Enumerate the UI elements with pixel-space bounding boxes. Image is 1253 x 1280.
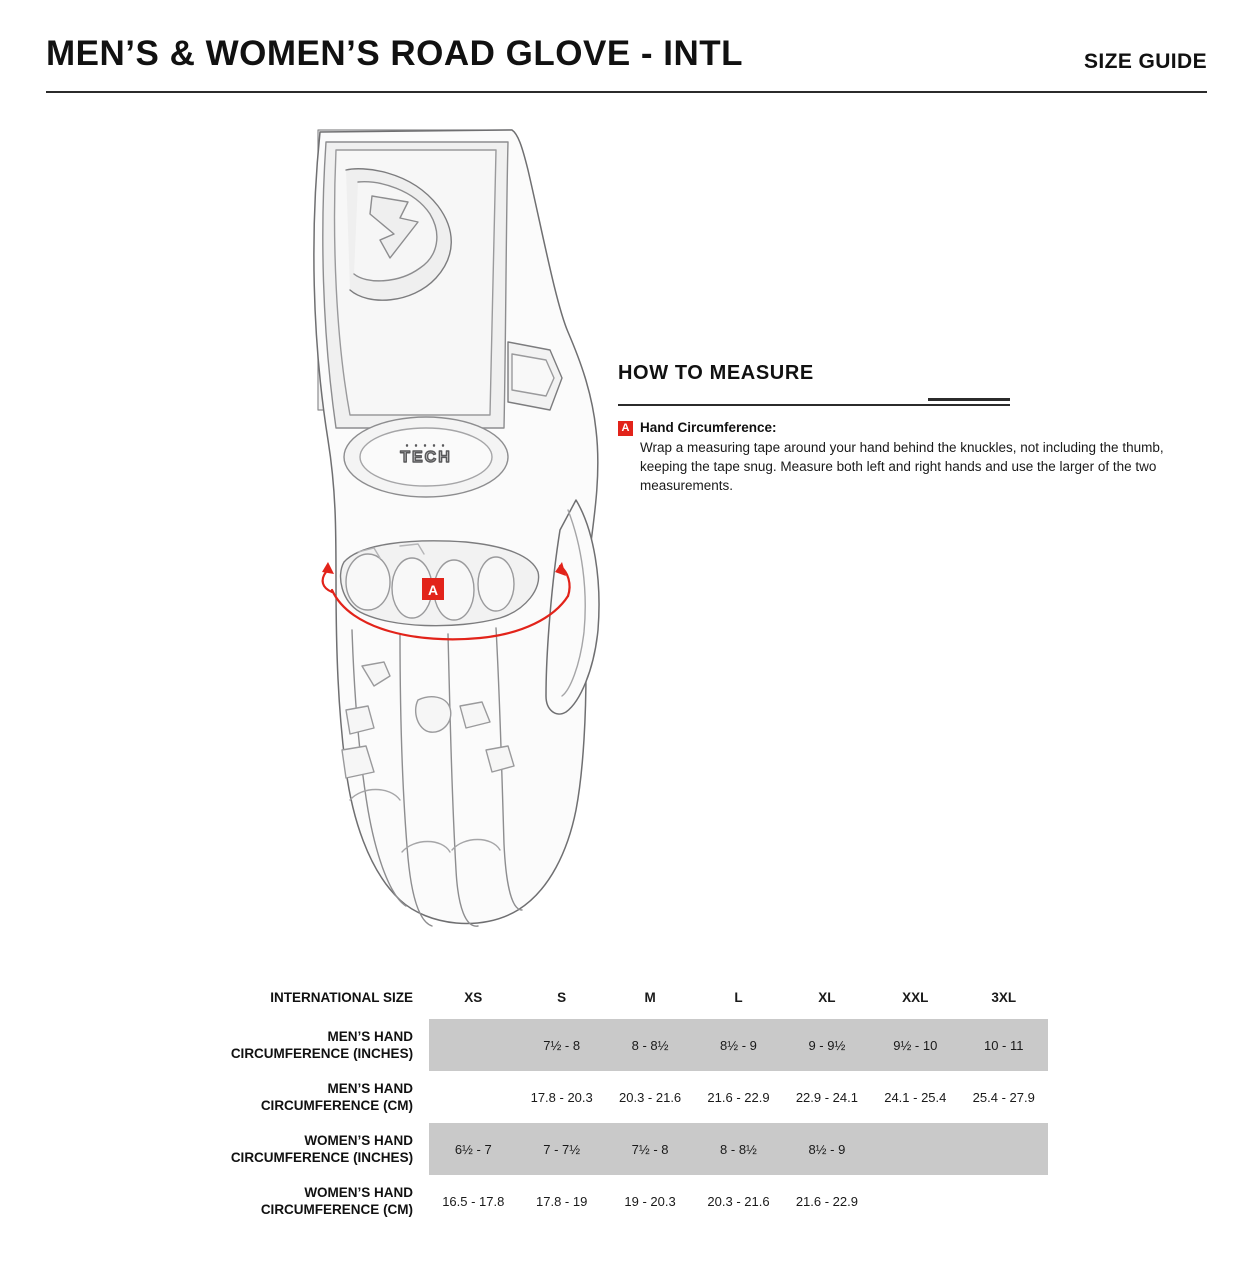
table-cell: 10 - 11 (960, 1019, 1049, 1071)
page-title: MEN’S & WOMEN’S ROAD GLOVE - INTL (46, 34, 744, 73)
table-cell: 7½ - 8 (606, 1123, 694, 1175)
table-header-size-4: L (734, 989, 743, 1005)
table-cell: 21.6 - 22.9 (795, 1193, 858, 1209)
table-row (203, 1123, 1048, 1175)
table-cell: 21.6 - 22.9 (707, 1089, 770, 1105)
how-to-measure-body (618, 420, 1198, 495)
measure-item-description: Wrap a measuring tape around your hand behind the knuckles, not including the thumb, keeping the tape snug. Measure both left and right hands and use the larger of the two measurements. (640, 440, 1164, 493)
table-cell: 8½ - 9 (694, 1019, 782, 1071)
table-header-size-3: M (644, 989, 656, 1005)
size-guide-label: SIZE GUIDE (1083, 50, 1207, 73)
table-header-size-7: 3XL (991, 989, 1017, 1005)
how-to-measure-accent-rule (928, 398, 1010, 401)
table-cell: 24.1 - 25.4 (884, 1089, 947, 1105)
table-cell: 20.3 - 21.6 (619, 1089, 682, 1105)
measure-item-label: Hand Circumference: (640, 420, 777, 435)
measure-item-hand-circumference (618, 420, 1198, 436)
table-row-label: WOMEN’S HAND CIRCUMFERENCE (INCHES) (230, 1133, 414, 1165)
table-cell: 16.5 - 17.8 (442, 1193, 505, 1209)
table-cell: 25.4 - 27.9 (972, 1089, 1035, 1105)
table-cell: 20.3 - 21.6 (707, 1193, 770, 1209)
how-to-measure-title: HOW TO MEASURE (618, 362, 814, 384)
table-header-size-6: XXL (902, 989, 929, 1005)
table-cell: 17.8 - 19 (536, 1193, 588, 1209)
table-header-size-1: XS (464, 989, 483, 1005)
table-row (203, 1019, 1048, 1071)
table-header-row (203, 975, 1048, 1019)
badge-a-icon: A (618, 421, 633, 436)
table-row (203, 1175, 1048, 1227)
table-header-size-5: XL (818, 989, 836, 1005)
header-divider (46, 91, 1207, 93)
table-header-size-2: S (557, 989, 567, 1005)
table-cell: 8 - 8½ (606, 1019, 694, 1071)
table-cell (871, 1123, 959, 1175)
table-header-label: INTERNATIONAL SIZE (270, 989, 414, 1005)
callout-badge-a: A (427, 582, 439, 598)
svg-text:TECH: TECH (400, 449, 452, 466)
table-cell: 17.8 - 20.3 (530, 1089, 593, 1105)
table-cell: 6½ - 7 (429, 1123, 517, 1175)
size-table (203, 975, 1048, 1227)
table-row-label: MEN’S HAND CIRCUMFERENCE (CM) (260, 1081, 414, 1113)
table-cell: 22.9 - 24.1 (795, 1089, 858, 1105)
table-cell: 19 - 20.3 (624, 1193, 676, 1209)
table-cell: 9½ - 10 (871, 1019, 959, 1071)
table-row-label: WOMEN’S HAND CIRCUMFERENCE (CM) (260, 1185, 414, 1217)
table-cell: 8 - 8½ (694, 1123, 782, 1175)
table-cell: 7 - 7½ (517, 1123, 605, 1175)
table-cell (960, 1123, 1049, 1175)
glove-illustration (250, 110, 670, 960)
table-cell: 9 - 9½ (783, 1019, 871, 1071)
table-cell (871, 1175, 959, 1227)
size-table-element (203, 975, 1048, 1227)
table-row-label: MEN’S HAND CIRCUMFERENCE (INCHES) (230, 1029, 414, 1061)
table-cell (429, 1019, 517, 1071)
table-cell (429, 1071, 517, 1123)
how-to-measure-divider (618, 404, 1010, 406)
svg-text:. . . . .: . . . . . (405, 438, 447, 448)
table-row (203, 1071, 1048, 1123)
how-to-measure-section (618, 362, 1218, 493)
page-header (46, 34, 1207, 96)
table-cell: 8½ - 9 (783, 1123, 871, 1175)
table-cell (960, 1175, 1049, 1227)
table-cell: 7½ - 8 (517, 1019, 605, 1071)
